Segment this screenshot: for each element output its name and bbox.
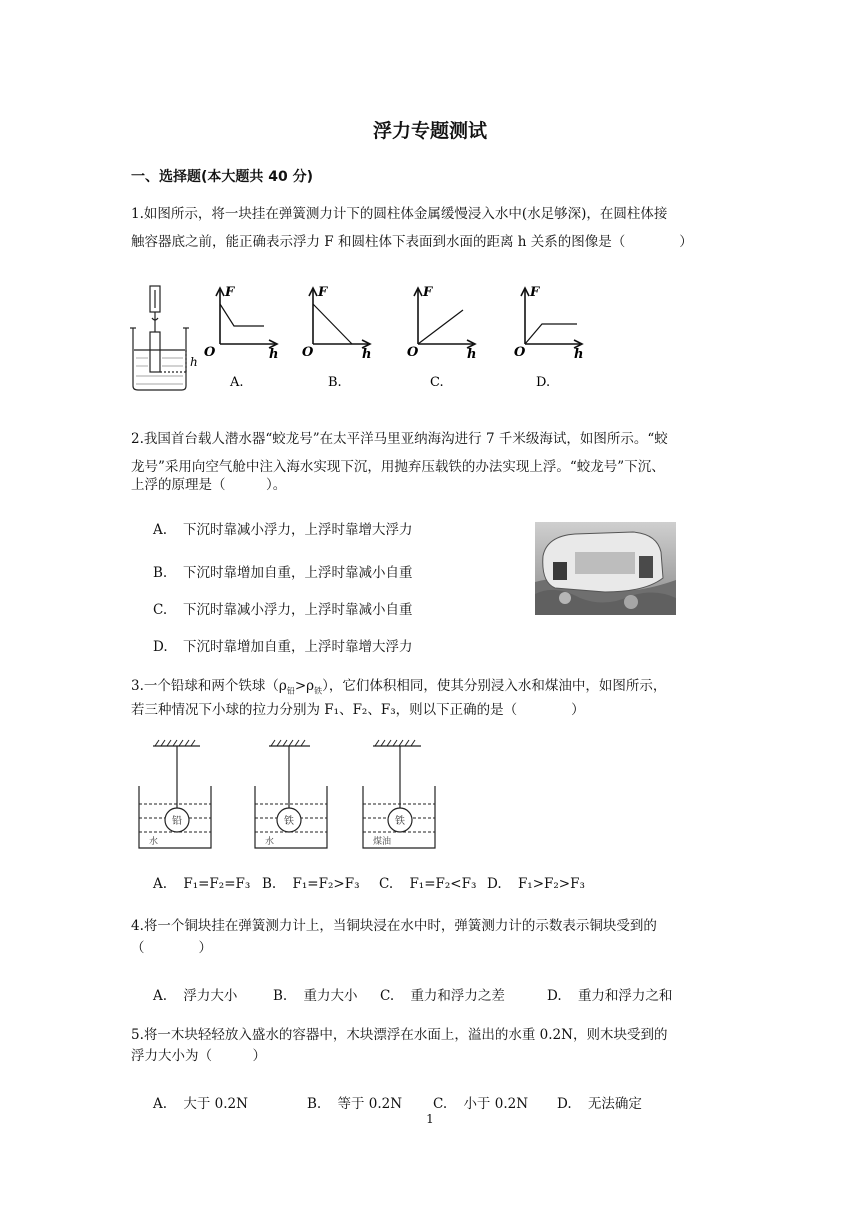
option-text: 浮力大小 (183, 988, 238, 1004)
option-text: 无法确定 (587, 1096, 642, 1112)
liquid-kerosene-label: 煤油 (373, 837, 392, 847)
option-text: F₁=F₂<F₃ (409, 876, 477, 892)
q2-option-d (153, 635, 413, 655)
q2-option-b (153, 561, 413, 581)
q4-option-c (380, 984, 505, 1004)
option-label: A. (153, 1096, 168, 1112)
graph-a-x-label: h (269, 347, 279, 362)
option-label: D. (547, 988, 562, 1004)
option-text: 重力和浮力之和 (577, 988, 673, 1004)
q3-line-1-end: ），它们体积相同，使其分别浸入水和煤油中，如图所示， (322, 678, 667, 694)
q3-line-2: 若三种情况下小球的拉力分别为 F₁、F₂、F₃，则以下正确的是（ ） (131, 702, 585, 718)
option-label: C. (153, 602, 168, 618)
submarine-photo (535, 522, 676, 615)
option-text: 重力和浮力之差 (410, 988, 505, 1004)
option-text: 大于 0.2N (183, 1096, 248, 1112)
q3-option-d (487, 876, 585, 892)
q1-line-1: 1.如图所示，将一块挂在弹簧测力计下的圆柱体金属缓慢浸入水中(水足够深)，在圆柱体接 (131, 206, 668, 222)
option-text: 小于 0.2N (463, 1096, 529, 1112)
beaker-diagram (130, 286, 189, 390)
option-label: D. (153, 639, 168, 655)
q5-line-1: 5.将一木块轻轻放入盛水的容器中，木块漂浮在水面上，溢出的水重 0.2N，则木块受到的 (131, 1027, 668, 1043)
option-label: D. (487, 876, 502, 892)
option-text: F₁>F₂>F₃ (517, 876, 585, 892)
graph-c-x-label: h (467, 347, 477, 362)
graph-d-y-label: F (530, 285, 540, 300)
q5-option-b (307, 1092, 402, 1112)
q3-option-c (379, 876, 476, 892)
option-label: C. (380, 988, 395, 1004)
q5-option-c (433, 1092, 528, 1112)
graph-d-origin: O (514, 345, 526, 360)
graph-b-label: B. (328, 375, 342, 390)
q4-option-d (547, 984, 672, 1004)
option-text: 下沉时靠增加自重，上浮时靠减小自重 (183, 565, 413, 581)
option-text: 下沉时靠减小浮力，上浮时靠减小自重 (183, 602, 413, 618)
option-label: B. (307, 1096, 322, 1112)
q4-line-1: 4.将一个铜块挂在弹簧测力计上，当铜块浸在水中时，弹簧测力计的示数表示铜块受到的 (131, 918, 657, 934)
option-label: B. (153, 565, 168, 581)
q3-gt: >ρ (294, 678, 315, 694)
ball-lead-label: 铅 (172, 816, 182, 827)
page-title: 浮力专题测试 (372, 120, 487, 142)
graph-a-y-label: F (225, 285, 235, 300)
option-label: D. (557, 1096, 572, 1112)
page-number: 1 (426, 1112, 434, 1126)
option-label: B. (273, 988, 288, 1004)
q2-line-3: 上浮的原理是（ ）。 (131, 477, 287, 493)
q2-option-a (153, 518, 413, 538)
liquid-water-label-1: 水 (149, 837, 159, 847)
density-sub-iron: 铁 (314, 686, 323, 696)
graph-d-x-label: h (574, 347, 584, 362)
graph-b-y-label: F (318, 285, 328, 300)
section-heading: 一、选择题(本大题共 40 分) (131, 169, 314, 185)
graph-b-origin: O (302, 345, 314, 360)
q3-option-a (153, 876, 250, 892)
ball-iron-label-2: 铁 (395, 816, 405, 827)
graph-a-label: A. (230, 375, 244, 390)
q3-figure (135, 736, 445, 854)
ball-iron-label-1: 铁 (284, 816, 294, 827)
q2-line-2: 龙号”采用向空气舱中注入海水实现下沉，用抛弃压载铁的办法实现上浮。“蛟龙号”下沉、 (131, 459, 665, 475)
q4-line-2: （ ） (131, 940, 212, 956)
q1-figure (130, 282, 600, 394)
option-text: 重力大小 (303, 988, 358, 1004)
graph-a-origin: O (204, 345, 216, 360)
option-text: F₁=F₂>F₃ (292, 876, 360, 892)
option-label: C. (433, 1096, 448, 1112)
option-label: A. (153, 876, 168, 892)
option-label: B. (262, 876, 277, 892)
graph-d-label: D. (536, 375, 551, 390)
option-label: A. (153, 522, 168, 538)
q4-option-b (273, 984, 358, 1004)
option-label: C. (379, 876, 394, 892)
q4-option-a (153, 984, 237, 1004)
option-text: 下沉时靠增加自重，上浮时靠增大浮力 (183, 639, 413, 655)
q5-option-d (557, 1092, 642, 1112)
graph-c-y-label: F (423, 285, 433, 300)
graph-c-label: C. (430, 375, 444, 390)
option-label: A. (153, 988, 168, 1004)
graph-b-x-label: h (362, 347, 372, 362)
liquid-water-label-2: 水 (265, 837, 275, 847)
option-text: 等于 0.2N (337, 1096, 403, 1112)
q2-option-c (153, 598, 413, 618)
q2-line-1: 2.我国首台载人潜水器“蛟龙号”在太平洋马里亚纳海沟进行 7 千米级海试，如图所示。“蛟 (131, 431, 668, 447)
q1-line-2: 触容器底之前，能正确表示浮力 F 和圆柱体下表面到水面的距离 h 关系的图像是（ ） (131, 234, 693, 250)
depth-label: h (190, 355, 198, 369)
graph-c-origin: O (407, 345, 419, 360)
q5-line-2: 浮力大小为（ ） (131, 1048, 266, 1064)
q3-line-1-start: 3.一个铅球和两个铁球（ρ (131, 678, 287, 694)
density-sub-lead: 铅 (286, 686, 295, 696)
q5-option-a (153, 1092, 248, 1112)
option-text: F₁=F₂=F₃ (183, 876, 251, 892)
q3-option-b (262, 876, 359, 892)
option-text: 下沉时靠减小浮力，上浮时靠增大浮力 (183, 522, 413, 538)
